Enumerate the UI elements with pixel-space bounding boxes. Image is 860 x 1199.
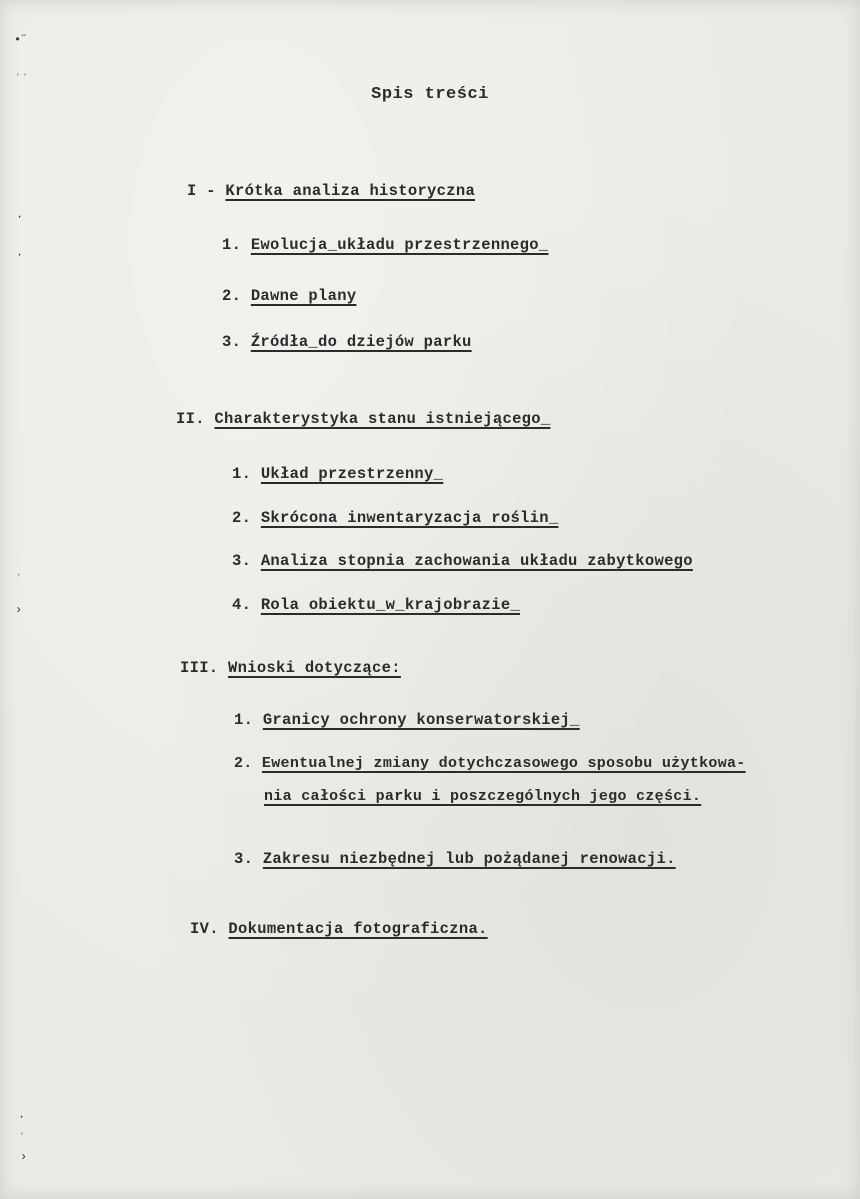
toc-item bbox=[222, 287, 356, 305]
margin-mark: › bbox=[15, 603, 23, 617]
section-title: Charakterystyka stanu istniejącego_ bbox=[214, 410, 551, 428]
toc-item bbox=[234, 850, 676, 868]
item-number: 2. bbox=[234, 755, 253, 772]
toc-item bbox=[232, 552, 693, 570]
toc-item bbox=[232, 465, 443, 483]
section-number: III. bbox=[180, 659, 219, 677]
toc-item bbox=[234, 755, 746, 772]
item-number: 1. bbox=[232, 465, 252, 483]
margin-mark: ˒ bbox=[18, 1125, 26, 1139]
margin-mark: › bbox=[20, 1150, 28, 1164]
item-number: 1. bbox=[234, 711, 254, 729]
section-number: I - bbox=[187, 182, 216, 200]
section-number: II. bbox=[176, 410, 205, 428]
section-number: IV. bbox=[190, 920, 219, 938]
item-title: Skrócona inwentaryzacja roślin_ bbox=[260, 509, 559, 527]
section-title: Krótka analiza historyczna bbox=[225, 182, 476, 200]
item-title: Dawne plany bbox=[250, 287, 357, 305]
item-title: Źródła_do dziejów parku bbox=[250, 333, 472, 351]
section-title: Wnioski dotyczące: bbox=[228, 659, 401, 677]
item-number: 3. bbox=[222, 333, 242, 351]
margin-mark: •˝ bbox=[14, 33, 29, 47]
toc-item bbox=[222, 333, 472, 351]
item-title: Zakresu niezbędnej lub pożądanej renowacji. bbox=[262, 850, 676, 868]
item-title: Granicy ochrony konserwatorskiej_ bbox=[262, 711, 580, 729]
toc-item bbox=[232, 509, 558, 527]
item-number: 3. bbox=[234, 850, 254, 868]
margin-mark: ˒ bbox=[15, 566, 23, 580]
item-number: 4. bbox=[232, 596, 252, 614]
toc-item bbox=[232, 596, 520, 614]
toc-item bbox=[222, 236, 548, 254]
margin-mark: ˒˒ bbox=[14, 66, 29, 80]
item-number: 3. bbox=[232, 552, 252, 570]
item-number: 1. bbox=[222, 236, 242, 254]
page-title: Spis treści bbox=[371, 85, 489, 104]
margin-mark: · bbox=[16, 210, 24, 224]
section-title: Dokumentacja fotograficzna. bbox=[228, 920, 488, 938]
margin-mark: · bbox=[16, 248, 24, 262]
item-title: Ewolucja_układu przestrzennego_ bbox=[250, 236, 549, 254]
toc-item-continuation bbox=[264, 788, 701, 805]
section-heading bbox=[190, 920, 488, 938]
item-title-continued: nia całości parku i poszczególnych jego części. bbox=[264, 788, 702, 805]
toc-item bbox=[234, 711, 580, 729]
item-title: Analiza stopnia zachowania układu zabytkowego bbox=[260, 552, 693, 570]
item-number: 2. bbox=[232, 509, 252, 527]
item-title: Rola obiektu_w_krajobrazie_ bbox=[260, 596, 521, 614]
section-heading bbox=[176, 410, 550, 428]
item-title: Układ przestrzenny_ bbox=[260, 465, 444, 483]
section-heading bbox=[180, 659, 401, 677]
item-title: Ewentualnej zmiany dotychczasowego sposobu użytkowa- bbox=[261, 755, 746, 772]
item-number: 2. bbox=[222, 287, 242, 305]
margin-mark: · bbox=[18, 1110, 26, 1124]
section-heading bbox=[187, 182, 475, 200]
